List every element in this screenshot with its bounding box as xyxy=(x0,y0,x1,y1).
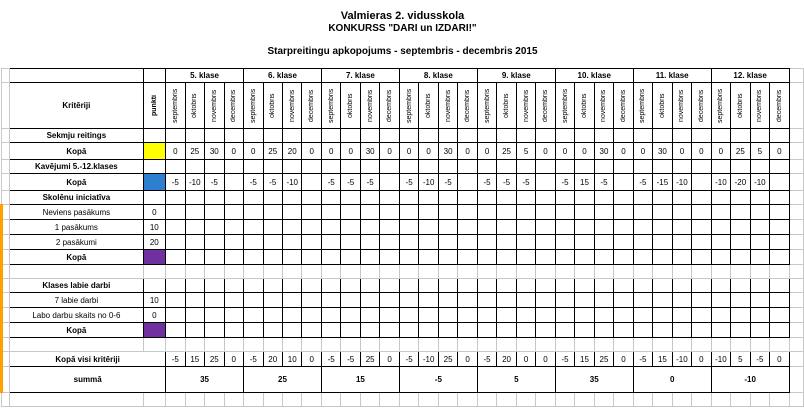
total-cell[interactable]: 25 xyxy=(438,352,457,367)
total-cell[interactable]: 0 xyxy=(614,352,633,367)
month-header: decembris xyxy=(464,89,472,122)
cell[interactable]: 0 xyxy=(555,143,574,160)
month-header: oktobris xyxy=(580,93,588,118)
cell[interactable]: -5 xyxy=(341,174,360,191)
row-label: Kopā xyxy=(10,323,143,338)
total-cell[interactable]: -5 xyxy=(477,352,496,367)
points-cell[interactable]: 10 xyxy=(143,220,166,235)
color-swatch-purple xyxy=(143,323,166,338)
class-header-6: 11. klase xyxy=(633,69,711,83)
cell[interactable]: -10 xyxy=(672,174,691,191)
row-label: 1 pasākums xyxy=(10,220,143,235)
class-header-7: 12. klase xyxy=(711,69,789,83)
month-header: septembris xyxy=(561,88,569,123)
cell[interactable] xyxy=(536,174,555,191)
cell[interactable]: -5 xyxy=(244,174,263,191)
cell[interactable]: 0 xyxy=(419,143,438,160)
total-cell[interactable]: -5 xyxy=(166,352,185,367)
cell[interactable]: 0 xyxy=(711,143,730,160)
cell[interactable]: 20 xyxy=(282,143,301,160)
cell[interactable]: 30 xyxy=(594,143,613,160)
month-header: oktobris xyxy=(269,93,277,118)
total-cell[interactable]: 0 xyxy=(536,352,555,367)
criteria-header: Kritēriji xyxy=(10,83,143,129)
month-header: oktobris xyxy=(503,93,511,118)
month-header: novembris xyxy=(600,89,608,122)
month-header: oktobris xyxy=(347,93,355,118)
section-title-row xyxy=(2,160,804,174)
table-row xyxy=(2,220,804,235)
cell[interactable]: 25 xyxy=(263,143,282,160)
cell[interactable]: 25 xyxy=(497,143,516,160)
table-row xyxy=(2,235,804,250)
cell[interactable]: 0 xyxy=(341,143,360,160)
row-label: 2 pasākumi xyxy=(10,235,143,250)
total-cell[interactable]: 0 xyxy=(770,352,789,367)
month-header: septembris xyxy=(327,88,335,123)
month-header: decembris xyxy=(386,89,394,122)
month-header-row xyxy=(2,83,804,129)
class-sum-2: 15 xyxy=(321,367,399,393)
cell[interactable] xyxy=(614,174,633,191)
total-cell[interactable]: 0 xyxy=(380,352,399,367)
cell[interactable] xyxy=(380,174,399,191)
month-header: decembris xyxy=(230,89,238,122)
month-header: decembris xyxy=(308,89,316,122)
color-swatch-yellow xyxy=(143,143,166,160)
section-title-row xyxy=(2,279,804,293)
cell[interactable]: 15 xyxy=(575,174,594,191)
month-header: septembris xyxy=(171,88,179,123)
color-swatch-blue xyxy=(143,174,166,191)
class-sum-1: 25 xyxy=(244,367,322,393)
total-cell[interactable]: 5 xyxy=(731,352,750,367)
month-header: novembris xyxy=(678,89,686,122)
cell[interactable]: -5 xyxy=(477,174,496,191)
totals-label: Kopā visi kritēriji xyxy=(10,352,166,367)
total-cell[interactable]: 25 xyxy=(360,352,379,367)
total-cell[interactable]: 15 xyxy=(653,352,672,367)
sum-label: summā xyxy=(10,367,166,393)
total-cell[interactable]: -5 xyxy=(555,352,574,367)
class-header-0: 5. klase xyxy=(166,69,244,83)
row-label: Neviens pasākums xyxy=(10,205,143,220)
spacer-row xyxy=(2,338,804,352)
cell[interactable]: -5 xyxy=(263,174,282,191)
cell[interactable] xyxy=(302,174,321,191)
month-header: novembris xyxy=(366,89,374,122)
total-cell[interactable]: 10 xyxy=(282,352,301,367)
total-cell[interactable]: 25 xyxy=(594,352,613,367)
table-row xyxy=(2,323,804,338)
month-header: novembris xyxy=(444,89,452,122)
month-header: oktobris xyxy=(736,93,744,118)
section-title-0: Sekmju reitings xyxy=(10,129,143,143)
month-header: novembris xyxy=(522,89,530,122)
class-sum-0: 35 xyxy=(166,367,244,393)
report-subtitle: Starpreitingu apkopojums - septembris - decembris 2015 xyxy=(267,46,538,57)
cell[interactable]: 0 xyxy=(633,143,652,160)
cell[interactable] xyxy=(770,174,789,191)
points-cell[interactable]: 10 xyxy=(143,293,166,308)
table-row xyxy=(2,174,804,191)
total-cell[interactable]: 0 xyxy=(692,352,711,367)
month-header: oktobris xyxy=(658,93,666,118)
cell[interactable]: 0 xyxy=(770,143,789,160)
table-row xyxy=(2,308,804,323)
total-cell[interactable]: 25 xyxy=(205,352,224,367)
cell[interactable]: 0 xyxy=(672,143,691,160)
cell[interactable]: 25 xyxy=(185,143,204,160)
cell[interactable]: 5 xyxy=(750,143,769,160)
section-title-row xyxy=(2,191,804,205)
color-swatch-purple xyxy=(143,250,166,265)
cell[interactable]: 5 xyxy=(516,143,535,160)
month-header: decembris xyxy=(775,89,783,122)
total-cell[interactable]: -5 xyxy=(244,352,263,367)
class-sum-7: -10 xyxy=(711,367,789,393)
class-header-2: 7. klase xyxy=(321,69,399,83)
section-title-2: Skolēnu iniciatīva xyxy=(10,191,143,205)
cell[interactable]: -10 xyxy=(282,174,301,191)
cell[interactable]: 0 xyxy=(244,143,263,160)
row-label: Labo darbu skaits no 0-6 xyxy=(10,308,143,323)
cell[interactable]: -5 xyxy=(399,174,418,191)
class-header-1: 6. klase xyxy=(244,69,322,83)
month-header: septembris xyxy=(405,88,413,123)
cell[interactable]: -5 xyxy=(166,174,185,191)
month-header: novembris xyxy=(288,89,296,122)
cell[interactable]: -5 xyxy=(321,174,340,191)
class-sum-3: -5 xyxy=(399,367,477,393)
cell[interactable]: -5 xyxy=(516,174,535,191)
cell[interactable]: 0 xyxy=(536,143,555,160)
cell[interactable]: 0 xyxy=(380,143,399,160)
section-title-1: Kavējumi 5.-12.klases xyxy=(10,160,143,174)
cell[interactable]: 30 xyxy=(205,143,224,160)
total-cell[interactable]: -5 xyxy=(321,352,340,367)
total-cell[interactable]: 20 xyxy=(497,352,516,367)
cell[interactable]: 0 xyxy=(692,143,711,160)
table-row xyxy=(2,143,804,160)
row-label: Kopā xyxy=(10,174,143,191)
cell[interactable]: -5 xyxy=(633,174,652,191)
cell[interactable]: -10 xyxy=(185,174,204,191)
total-cell[interactable]: -10 xyxy=(672,352,691,367)
month-header: septembris xyxy=(639,88,647,123)
total-cell[interactable]: -5 xyxy=(633,352,652,367)
cell[interactable]: -5 xyxy=(360,174,379,191)
cell[interactable]: 0 xyxy=(224,143,243,160)
contest-title: KONKURSS "DARI un IZDARI!" xyxy=(328,23,477,34)
cell[interactable]: 0 xyxy=(399,143,418,160)
total-cell[interactable]: 0 xyxy=(224,352,243,367)
cell[interactable]: 30 xyxy=(360,143,379,160)
cell[interactable] xyxy=(458,174,477,191)
cell[interactable]: -5 xyxy=(497,174,516,191)
cell[interactable]: 30 xyxy=(438,143,457,160)
totals-row xyxy=(2,352,804,367)
points-cell[interactable]: 20 xyxy=(143,235,166,250)
month-header: novembris xyxy=(210,89,218,122)
total-cell[interactable]: 15 xyxy=(575,352,594,367)
total-cell[interactable]: -10 xyxy=(419,352,438,367)
row-label: 7 labie darbi xyxy=(10,293,143,308)
cell[interactable]: -5 xyxy=(205,174,224,191)
school-title: Valmieras 2. vidusskola xyxy=(340,9,465,22)
cell[interactable] xyxy=(224,174,243,191)
month-header: septembris xyxy=(249,88,257,123)
month-header: septembris xyxy=(483,88,491,123)
month-header: decembris xyxy=(697,89,705,122)
month-header: oktobris xyxy=(425,93,433,118)
month-header: novembris xyxy=(756,89,764,122)
cell[interactable]: 0 xyxy=(458,143,477,160)
class-sum-6: 0 xyxy=(633,367,711,393)
total-cell[interactable]: 0 xyxy=(302,352,321,367)
month-header: decembris xyxy=(542,89,550,122)
cell[interactable]: 0 xyxy=(614,143,633,160)
month-header: oktobris xyxy=(191,93,199,118)
total-cell[interactable]: -5 xyxy=(399,352,418,367)
total-cell[interactable]: 20 xyxy=(263,352,282,367)
cell[interactable]: -15 xyxy=(653,174,672,191)
section-title-3: Klases labie darbi xyxy=(10,279,143,293)
cell[interactable]: 0 xyxy=(321,143,340,160)
cell[interactable]: 0 xyxy=(477,143,496,160)
spacer-row xyxy=(2,265,804,279)
class-header-4: 9. klase xyxy=(477,69,555,83)
cell[interactable]: -5 xyxy=(594,174,613,191)
total-cell[interactable]: -5 xyxy=(750,352,769,367)
row-label: Kopā xyxy=(10,250,143,265)
cell[interactable]: -5 xyxy=(555,174,574,191)
cell[interactable]: 25 xyxy=(731,143,750,160)
total-cell[interactable]: 0 xyxy=(516,352,535,367)
cell[interactable]: -10 xyxy=(419,174,438,191)
month-header: decembris xyxy=(619,89,627,122)
total-cell[interactable]: 15 xyxy=(185,352,204,367)
class-sum-4: 5 xyxy=(477,367,555,393)
class-header-3: 8. klase xyxy=(399,69,477,83)
class-sum-5: 35 xyxy=(555,367,633,393)
class-header-row xyxy=(2,69,804,83)
total-cell[interactable]: -10 xyxy=(711,352,730,367)
cell[interactable]: -20 xyxy=(731,174,750,191)
cell[interactable]: 0 xyxy=(302,143,321,160)
cell[interactable]: 0 xyxy=(166,143,185,160)
cell[interactable] xyxy=(692,174,711,191)
total-cell[interactable]: -5 xyxy=(341,352,360,367)
total-cell[interactable]: 0 xyxy=(458,352,477,367)
points-header: punkti xyxy=(150,95,158,116)
cell[interactable]: -5 xyxy=(438,174,457,191)
spacer-row xyxy=(2,393,804,407)
table-row xyxy=(2,205,804,220)
row-label: Kopā xyxy=(10,143,143,160)
section-title-row xyxy=(2,129,804,143)
class-header-5: 10. klase xyxy=(555,69,633,83)
sum-row xyxy=(2,367,804,393)
points-cell[interactable]: 0 xyxy=(143,205,166,220)
table-row xyxy=(2,250,804,265)
points-cell[interactable]: 0 xyxy=(143,308,166,323)
cell[interactable]: -10 xyxy=(750,174,769,191)
month-header: septembris xyxy=(717,88,725,123)
cell[interactable]: -10 xyxy=(711,174,730,191)
cell[interactable]: 30 xyxy=(653,143,672,160)
cell[interactable]: 0 xyxy=(575,143,594,160)
table-row xyxy=(2,293,804,308)
